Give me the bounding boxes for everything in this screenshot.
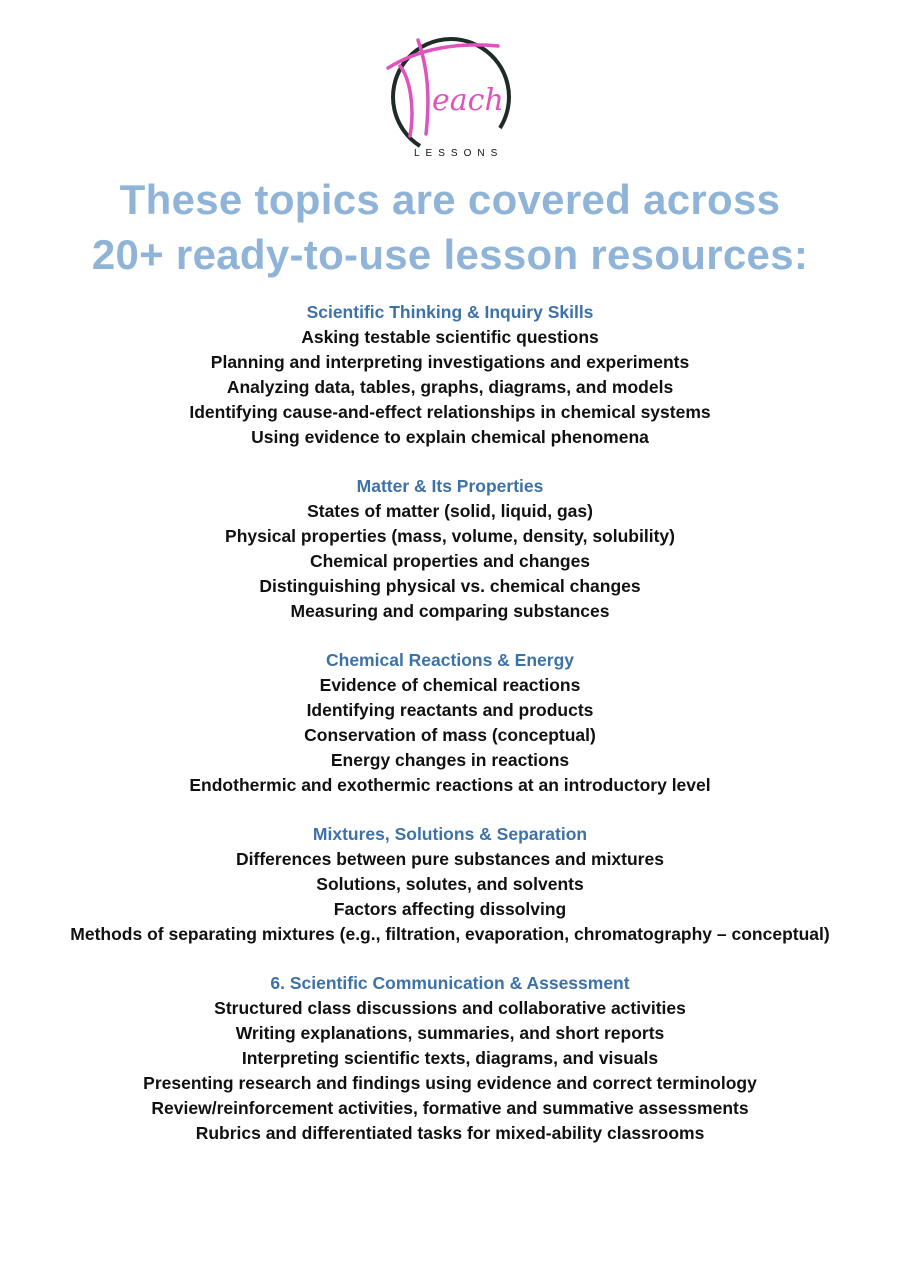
section-heading: Chemical Reactions & Energy — [326, 650, 574, 670]
topics-list — [65, 300, 835, 1170]
topic-section — [65, 971, 835, 1146]
section-heading: Scientific Thinking & Inquiry Skills — [306, 302, 594, 322]
topic-item: States of matter (solid, liquid, gas) — [307, 501, 593, 521]
topic-item: Physical properties (mass, volume, density, solubility) — [225, 526, 675, 546]
section-heading: Mixtures, Solutions & Separation — [312, 824, 588, 844]
topic-item: Conservation of mass (conceptual) — [304, 725, 596, 745]
topic-section — [65, 822, 835, 947]
topic-item: Rubrics and differentiated tasks for mixed-ability classrooms — [195, 1123, 705, 1143]
teach-lessons-logo — [380, 28, 520, 168]
topic-item: Presenting research and findings using evidence and correct terminology — [143, 1073, 757, 1093]
svg-text:each: each — [432, 83, 504, 118]
topic-item: Identifying cause-and-effect relationships in chemical systems — [189, 402, 711, 422]
page-title — [0, 172, 900, 282]
topic-item: Writing explanations, summaries, and short reports — [235, 1023, 665, 1043]
section-heading: Matter & Its Properties — [356, 476, 544, 496]
topic-item: Interpreting scientific texts, diagrams, and visuals — [241, 1048, 659, 1068]
topic-section — [65, 648, 835, 798]
topic-item: Structured class discussions and collaborative activities — [214, 998, 686, 1018]
topic-item: Evidence of chemical reactions — [319, 675, 581, 695]
topic-item: Solutions, solutes, and solvents — [316, 874, 584, 894]
topic-item: Measuring and comparing substances — [290, 601, 610, 621]
topic-item: Distinguishing physical vs. chemical changes — [259, 576, 641, 596]
topic-item: Endothermic and exothermic reactions at an introductory level — [189, 775, 711, 795]
topic-item: Asking testable scientific questions — [301, 327, 599, 347]
title-line-2: 20+ ready-to-use lesson resources: — [91, 231, 809, 278]
topic-section — [65, 474, 835, 624]
topic-item: Identifying reactants and products — [306, 700, 594, 720]
topic-item: Differences between pure substances and mixtures — [236, 849, 664, 869]
topic-item: Planning and interpreting investigations and experiments — [210, 352, 690, 372]
topic-item: Factors affecting dissolving — [333, 899, 567, 919]
topic-item: Methods of separating mixtures (e.g., filtration, evaporation, chromatography – conceptual) — [70, 924, 830, 944]
topic-item: Analyzing data, tables, graphs, diagrams, and models — [226, 377, 674, 397]
topic-item: Energy changes in reactions — [330, 750, 570, 770]
topic-item: Chemical properties and changes — [309, 551, 591, 571]
svg-text:LESSONS: LESSONS — [414, 148, 504, 159]
section-heading: 6. Scientific Communication & Assessment — [270, 973, 630, 993]
title-line-1: These topics are covered across — [119, 176, 781, 223]
topic-item: Review/reinforcement activities, formative and summative assessments — [151, 1098, 749, 1118]
topic-section — [65, 300, 835, 450]
topic-item: Using evidence to explain chemical phenomena — [251, 427, 649, 447]
